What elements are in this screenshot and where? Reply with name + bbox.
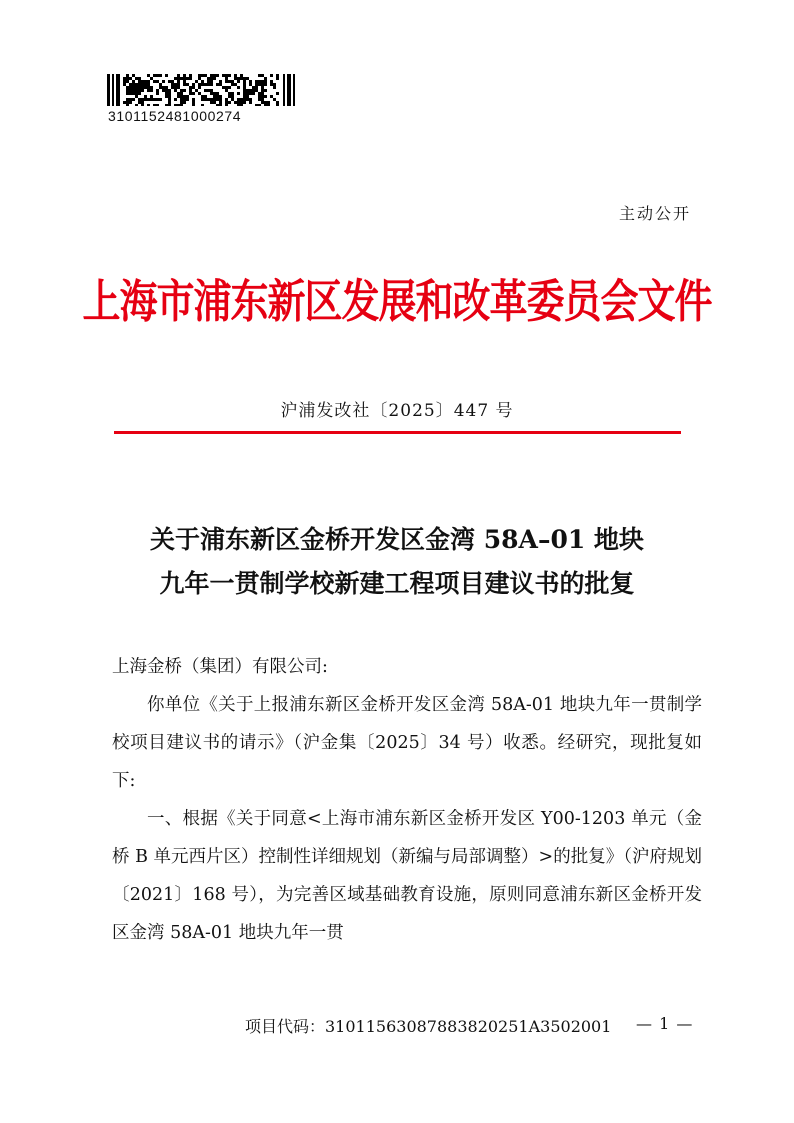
document-subject — [0, 518, 794, 606]
red-divider-line — [114, 431, 681, 434]
salutation: 上海金桥（集团）有限公司: — [112, 657, 328, 677]
project-code: 项目代码：31011563087883820251A3502001 — [245, 1017, 612, 1036]
subject-line-2: 九年一贯制学校新建工程项目建议书的批复 — [159, 569, 635, 598]
body-paragraph-1: 你单位《关于上报浦东新区金桥开发区金湾 58A-01 地块九年一贯制学校项目建议书的请示》（沪金集〔2025〕34 号）收悉。经研究，现批复如下: — [112, 695, 702, 791]
document-number: 沪浦发改社〔2025〕447 号 — [280, 401, 514, 421]
page-number: — 1 — — [636, 1014, 694, 1033]
subject-line-1: 关于浦东新区金桥开发区金湾 58A–01 地块 — [150, 525, 644, 554]
disclosure-label: 主动公开 — [618, 204, 691, 223]
body-paragraph-2: 一、根据《关于同意<上海市浦东新区金桥开发区 Y00-1203 单元（金桥 B 单元西片区）控制性详细规划（新编与局部调整）>的批复》（沪府规划〔2021〕168 号），为完善区域基础教育设施，原则同意浦东新区金桥开发区金湾 58A-01 地块九年一贯 — [112, 809, 702, 943]
barcode-image — [107, 74, 295, 106]
document-body — [112, 648, 702, 952]
agency-title: 上海市浦东新区发展和改革委员会文件 — [82, 273, 712, 328]
barcode-number: 3101152481000274 — [108, 108, 242, 124]
